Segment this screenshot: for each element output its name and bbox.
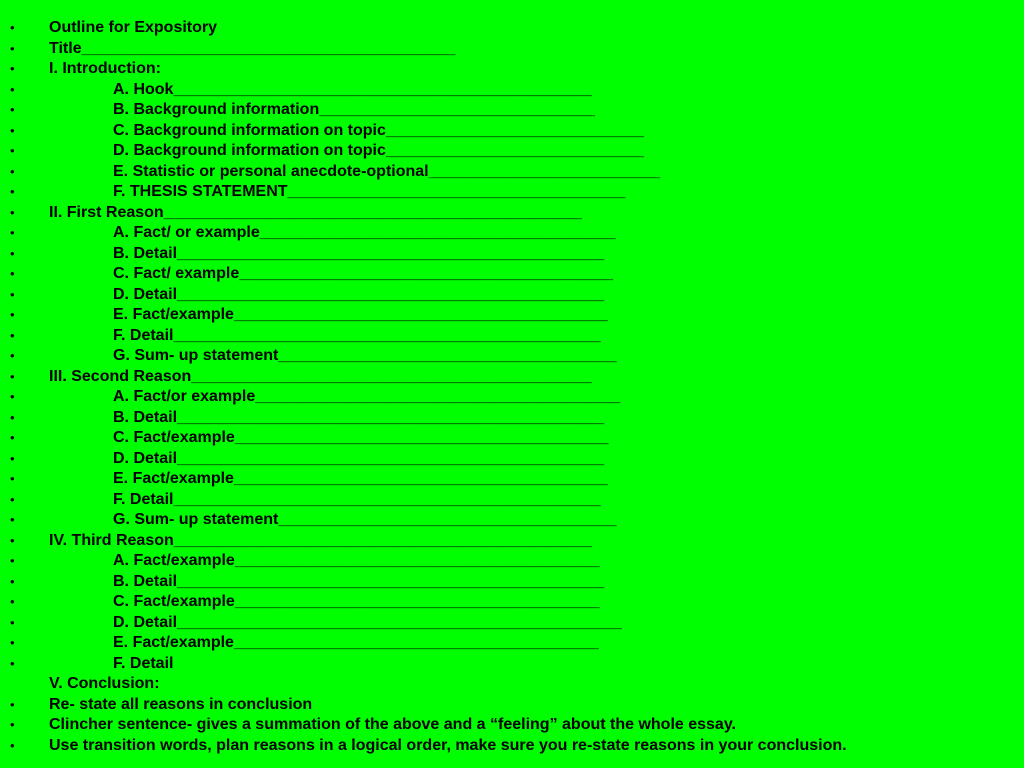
outline-line [0,80,1024,101]
outline-line-text: I. Introduction: [49,60,161,77]
bullet-icon: • [10,245,15,261]
bullet-icon: • [10,409,15,425]
outline-line [0,203,1024,224]
outline-line-text: A. Hook_______________________________________________ [113,80,592,98]
bullet-icon: • [10,307,15,322]
outline-line-text: B. Background information_______________________________ [113,101,596,118]
bullet-icon: • [10,184,15,199]
outline-line [0,633,1024,654]
bullet-icon: • [10,635,15,650]
outline-line [0,674,1024,695]
outline-line-text: G. Sum- up statement______________________________________ [113,511,617,528]
outline-line [0,18,1024,39]
outline-line-text: E. Fact/example__________________________________________ [113,470,608,487]
outline-line-text: D. Detail__________________________________________________ [113,613,622,631]
outline-line-text: E. Statistic or personal anecdote-optional__________________________ [113,162,660,180]
outline-line [0,387,1024,408]
bullet-icon: • [10,389,15,404]
outline-line-text: F. Detail________________________________________________ [113,326,601,344]
outline-line-text: II. First Reason_______________________________________________ [49,203,582,221]
outline-line [0,613,1024,634]
outline-line [0,305,1024,326]
outline-line-text: Clincher sentence- gives a summation of the above and a “feeling” about the whole essay. [49,716,736,733]
outline-line [0,408,1024,429]
outline-line [0,592,1024,613]
outline-line [0,100,1024,121]
outline-line-text: D. Detail________________________________________________ [113,285,605,303]
outline-line [0,510,1024,531]
bullet-icon: • [10,614,15,630]
bullet-icon: • [10,450,15,466]
outline-line-text: B. Detail________________________________________________ [113,572,605,590]
outline-line-text: B. Detail________________________________________________ [113,408,605,426]
outline-line-text: Outline for Expository [49,19,218,36]
outline-line [0,715,1024,736]
outline-line [0,654,1024,675]
outline-line-text: D. Detail________________________________________________ [113,449,605,467]
outline-line [0,264,1024,285]
bullet-icon: • [10,102,15,117]
outline-line-text: A. Fact/or example_________________________________________ [113,388,621,405]
outline-line-text: Re- state all reasons in conclusion [49,695,313,713]
outline-line [0,469,1024,490]
bullet-icon: • [10,368,15,384]
bullet-icon: • [10,143,15,158]
bullet-icon: • [10,594,15,609]
bullet-icon: • [10,573,15,589]
bullet-icon: • [10,717,15,732]
outline-line [0,141,1024,162]
outline-line-text: F. Detail________________________________________________ [113,490,601,508]
outline-line-text: A. Fact/ or example________________________________________ [113,224,616,241]
outline-line [0,121,1024,142]
outline-line-text: Use transition words, plan reasons in a logical order, make sure you re-state reasons in your conclusion. [49,736,847,754]
outline-line-text: V. Conclusion: [49,675,160,692]
bullet-icon: • [10,737,15,753]
outline-line-text: C. Fact/ example__________________________________________ [113,265,614,282]
outline-line-text: G. Sum- up statement______________________________________ [113,347,617,364]
bullet-icon: • [10,122,15,138]
bullet-icon: • [10,512,15,527]
bullet-icon: • [10,81,15,97]
bullet-icon: • [10,491,15,507]
bullet-icon: • [10,40,15,56]
outline-line [0,162,1024,183]
outline-line [0,428,1024,449]
bullet-icon: • [10,532,15,548]
outline-line [0,346,1024,367]
bullet-icon: • [10,348,15,363]
bullet-icon: • [10,20,15,35]
outline-line [0,39,1024,60]
outline-line-text: A. Fact/example_________________________________________ [113,552,600,569]
outline-line-text: F. Detail [113,654,174,672]
bullet-icon: • [10,266,15,281]
outline-line [0,551,1024,572]
outline-line [0,223,1024,244]
bullet-icon: • [10,225,15,240]
outline-line [0,59,1024,80]
outline-line-text: E. Fact/example__________________________________________ [113,306,608,323]
bullet-icon: • [10,204,15,220]
outline-line-text: C. Background information on topic_____________________________ [113,121,644,139]
outline-line-text: B. Detail________________________________________________ [113,244,605,262]
outline-line-text: III. Second Reason_____________________________________________ [49,367,592,385]
bullet-icon: • [10,553,15,568]
outline-line [0,531,1024,552]
outline-line [0,182,1024,203]
outline-line [0,244,1024,265]
bullet-icon: • [10,696,15,712]
outline-line [0,449,1024,470]
bullet-icon: • [10,327,15,343]
outline-list [0,18,1024,756]
outline-line-text: Title__________________________________________ [49,39,456,57]
outline-line [0,572,1024,593]
outline-line-text: C. Fact/example__________________________________________ [113,429,609,446]
outline-line-text: F. THESIS STATEMENT______________________________________ [113,183,626,200]
outline-line [0,695,1024,716]
outline-line-text: IV. Third Reason_______________________________________________ [49,531,592,549]
outline-line [0,326,1024,347]
outline-line-text: E. Fact/example_________________________________________ [113,634,599,651]
bullet-icon: • [10,471,15,486]
bullet-icon: • [10,163,15,179]
bullet-icon: • [10,655,15,671]
bullet-icon: • [10,430,15,445]
outline-line [0,736,1024,757]
outline-line-text: C. Fact/example_________________________________________ [113,593,600,610]
bullet-icon: • [10,61,15,76]
outline-line [0,285,1024,306]
outline-line [0,490,1024,511]
outline-line-text: D. Background information on topic_____________________________ [113,142,644,159]
bullet-icon: • [10,286,15,302]
outline-line [0,367,1024,388]
